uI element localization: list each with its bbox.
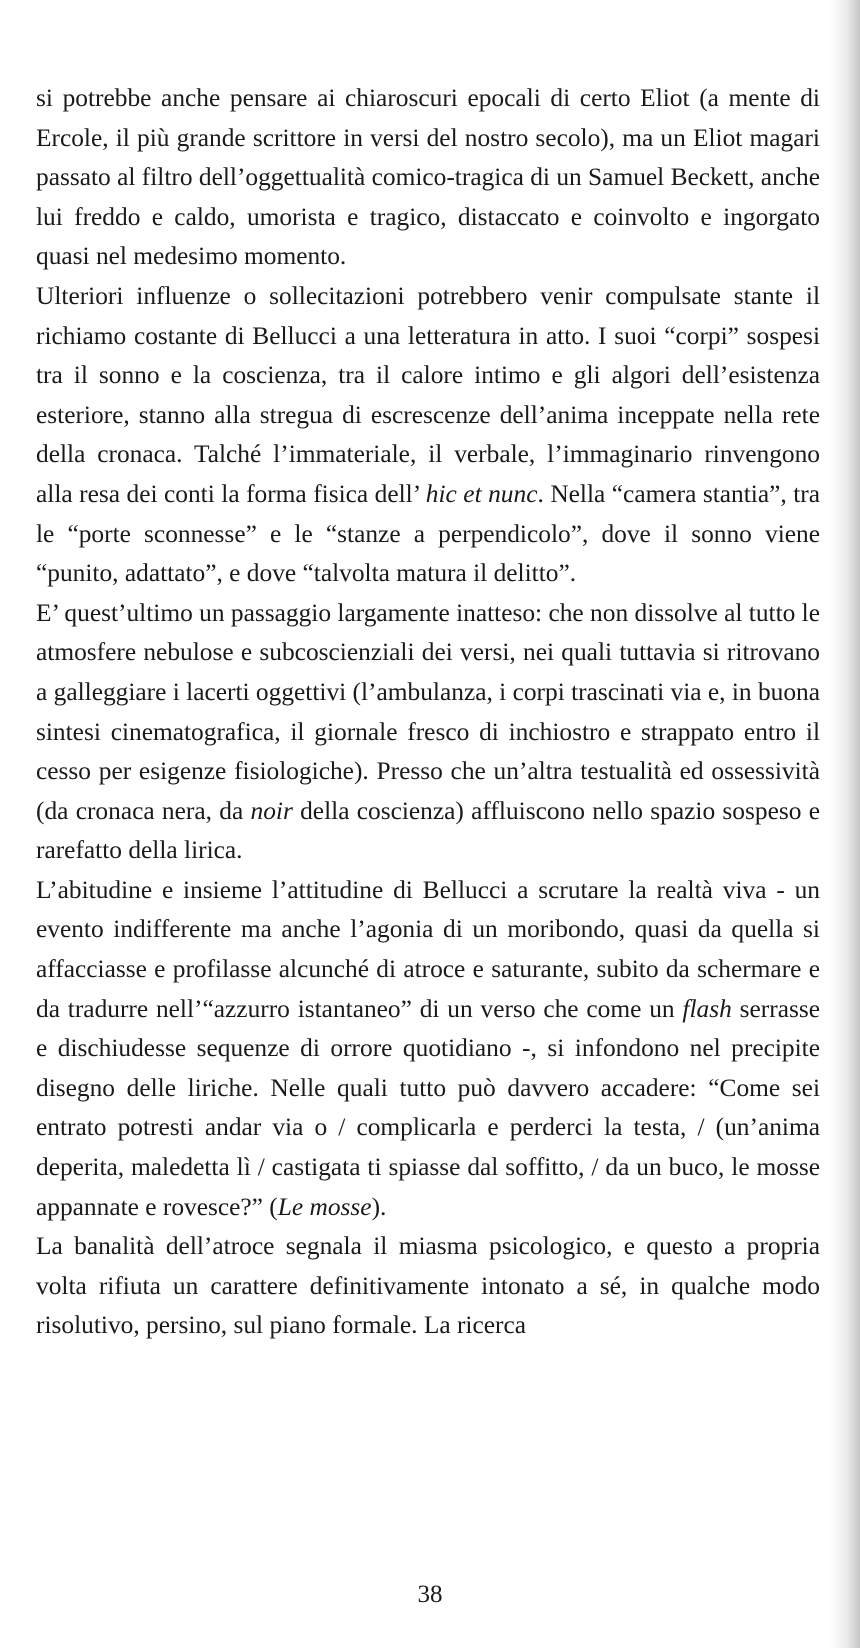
text-segment: serrasse e dischiudesse sequenze di orrore quotidiano -, si infondono nel precipite disegno delle liriche. Nelle quali tutto può davvero accadere: “Come sei entrato potresti andar via o / complicarla e perderci la testa, / (un’anima deperita, maledetta lì / castigata ti spiasse dal soffitto, / da un buco, le mosse appannate e rovesce?” ( [36, 994, 820, 1221]
text-segment: ). [371, 1192, 387, 1221]
text-segment: si potrebbe anche pensare ai chiaroscuri epocali di certo Eliot (a mente di Ercole, il più grande scrittore in versi del nostro secolo), ma un Eliot magari passato al filtro dell’oggettualità comico-tragica di un Samuel Beckett, anche lui freddo e caldo, umorista e tragico, distaccato e coinvolto e ingorgato quasi nel medesimo momento. [36, 84, 821, 271]
page-number: 38 [417, 1581, 443, 1608]
text-segment: E’ quest’ultimo un passaggio largamente inatteso: che non dissolve al tutto le atmosfere nebulose e subcoscienziali dei versi, nei quali tuttavia si ritrovano a galleggiare i lacerti oggettivi (l’ambulanza, i corpi trascinati via e, in buona sintesi cinematografica, il giornale fresco di inchiostro e strappato entro il cesso per esigenze fisiologiche). Presso che un’altra testualità ed ossessività (da cronaca nera, da [36, 598, 820, 825]
italic-phrase: noir [250, 796, 293, 825]
body-text [36, 79, 820, 1346]
italic-phrase: flash [682, 994, 732, 1023]
text-segment: . Nella “camera stantia”, tra le “porte sconnesse” e le “stanze a perpendicolo”, dove il sonno viene “punito, adattato”, e dove “talvolta matura il delitto”. [36, 479, 820, 588]
paragraph [36, 277, 820, 594]
paragraph [36, 1227, 820, 1346]
italic-phrase: hic et nunc [425, 479, 538, 508]
text-segment: La banalità dell’atroce segnala il miasma psicologico, e questo a propria volta rifiuta un carattere definitivamente intonato a sé, in qualche modo risolutivo, persino, sul piano formale. La ricerca [36, 1232, 820, 1340]
text-segment: Ulteriori influenze o sollecitazioni potrebbero venir compulsate stante il richiamo costante di Bellucci a una letteratura in atto. I suoi “corpi” sospesi tra il sonno e la coscienza, tra il calore intimo e gli algori dell’esistenza esteriore, stanno alla stregua di escrescenze dell’anima inceppate nella rete della cronaca. Talché l’immateriale, il verbale, l’immaginario rinvengono alla resa dei conti la forma fisica dell’ [36, 281, 820, 508]
page-edge-shadow [830, 0, 860, 1648]
text-segment: L’abitudine e insieme l’attitudine di Bellucci a scrutare la realtà viva - un evento indifferente ma anche l’agonia di un moribondo, quasi da quella si affacciasse e profilasse alcunché di atroce e saturante, subito da schermare e da tradurre nell’“azzurro istantaneo” di un verso che come un [36, 875, 820, 1023]
text-segment: della coscienza) affluiscono nello spazio sospeso e rarefatto della lirica. [36, 796, 820, 865]
paragraph [36, 871, 820, 1227]
paragraph [36, 79, 820, 277]
italic-phrase: Le mosse [277, 1192, 372, 1221]
paragraph [36, 594, 820, 871]
